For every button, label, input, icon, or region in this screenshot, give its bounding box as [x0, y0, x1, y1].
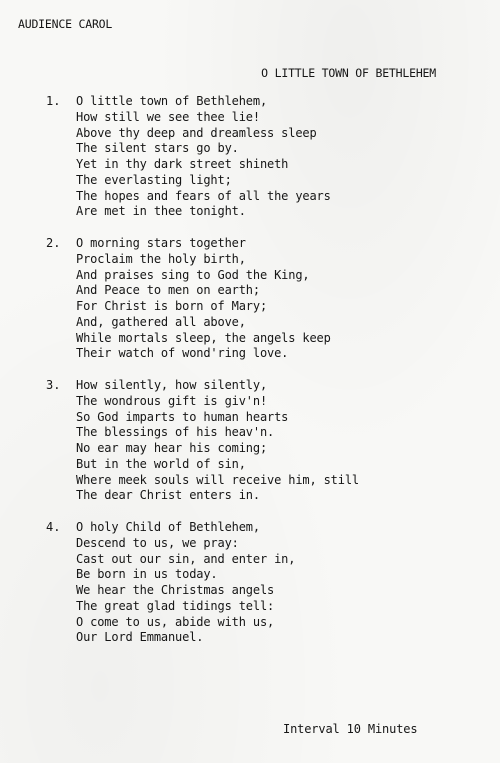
lyric-line: For Christ is born of Mary;	[76, 299, 268, 313]
verse-4	[46, 520, 466, 646]
lyric-line: We hear the Christmas angels	[76, 583, 275, 597]
lyric-line: Cast out our sin, and enter in,	[76, 551, 296, 566]
lyric-line: The wondrous gift is giv'n!	[76, 393, 268, 408]
lyric-line: The silent stars go by.	[76, 141, 239, 156]
section-label: AUDIENCE CAROL	[18, 17, 113, 31]
lyric-line: Are met in thee tonight.	[76, 204, 246, 219]
lyric-line: How still we see thee lie!	[76, 109, 260, 124]
verse-number: 4.	[46, 520, 61, 534]
lyric-line: Descend to us, we pray:	[76, 535, 239, 550]
lyric-line: No ear may hear his coming;	[76, 441, 268, 455]
lyric-line: The dear Christ enters in.	[76, 488, 260, 503]
lyric-line: Their watch of wond'ring love.	[76, 346, 289, 361]
verse-number: 3.	[46, 378, 61, 392]
verse-1	[46, 94, 466, 220]
lyric-line: The everlasting light;	[76, 172, 232, 187]
verse-3	[46, 378, 466, 504]
lyric-line: The great glad tidings tell:	[76, 598, 275, 613]
lyric-line: How silently, how silently,	[76, 378, 268, 392]
lyric-line: Proclaim the holy birth,	[76, 251, 246, 266]
lyric-line: The blessings of his heav'n.	[76, 425, 275, 440]
verse-number: 1.	[46, 94, 61, 108]
lyric-line: But in the world of sin,	[76, 456, 246, 471]
lyric-line: The hopes and fears of all the years	[76, 188, 331, 203]
lyric-line: Yet in thy dark street shineth	[76, 157, 289, 171]
lyric-line: O holy Child of Bethlehem,	[76, 520, 260, 534]
lyric-line: Be born in us today.	[76, 567, 218, 582]
lyric-line: While mortals sleep, the angels keep	[76, 330, 331, 345]
carol-title: O LITTLE TOWN OF BETHLEHEM	[261, 66, 436, 80]
lyric-line: O morning stars together	[76, 236, 246, 250]
interval-note: Interval 10 Minutes	[283, 722, 418, 736]
lyric-line: Above thy deep and dreamless sleep	[76, 125, 317, 140]
lyric-line: So God imparts to human hearts	[76, 409, 289, 424]
verse-number: 2.	[46, 236, 61, 250]
lyric-line: Our Lord Emmanuel.	[76, 630, 204, 645]
lyric-line: And, gathered all above,	[76, 314, 246, 329]
lyric-line: And Peace to men on earth;	[76, 283, 260, 298]
lyric-line: Where meek souls will receive him, still	[76, 472, 359, 487]
lyric-line: O come to us, abide with us,	[76, 614, 275, 629]
lyric-line: And praises sing to God the King,	[76, 267, 310, 282]
lyrics	[46, 94, 466, 646]
verse-2	[46, 236, 466, 362]
lyric-line: O little town of Bethlehem,	[76, 94, 268, 108]
